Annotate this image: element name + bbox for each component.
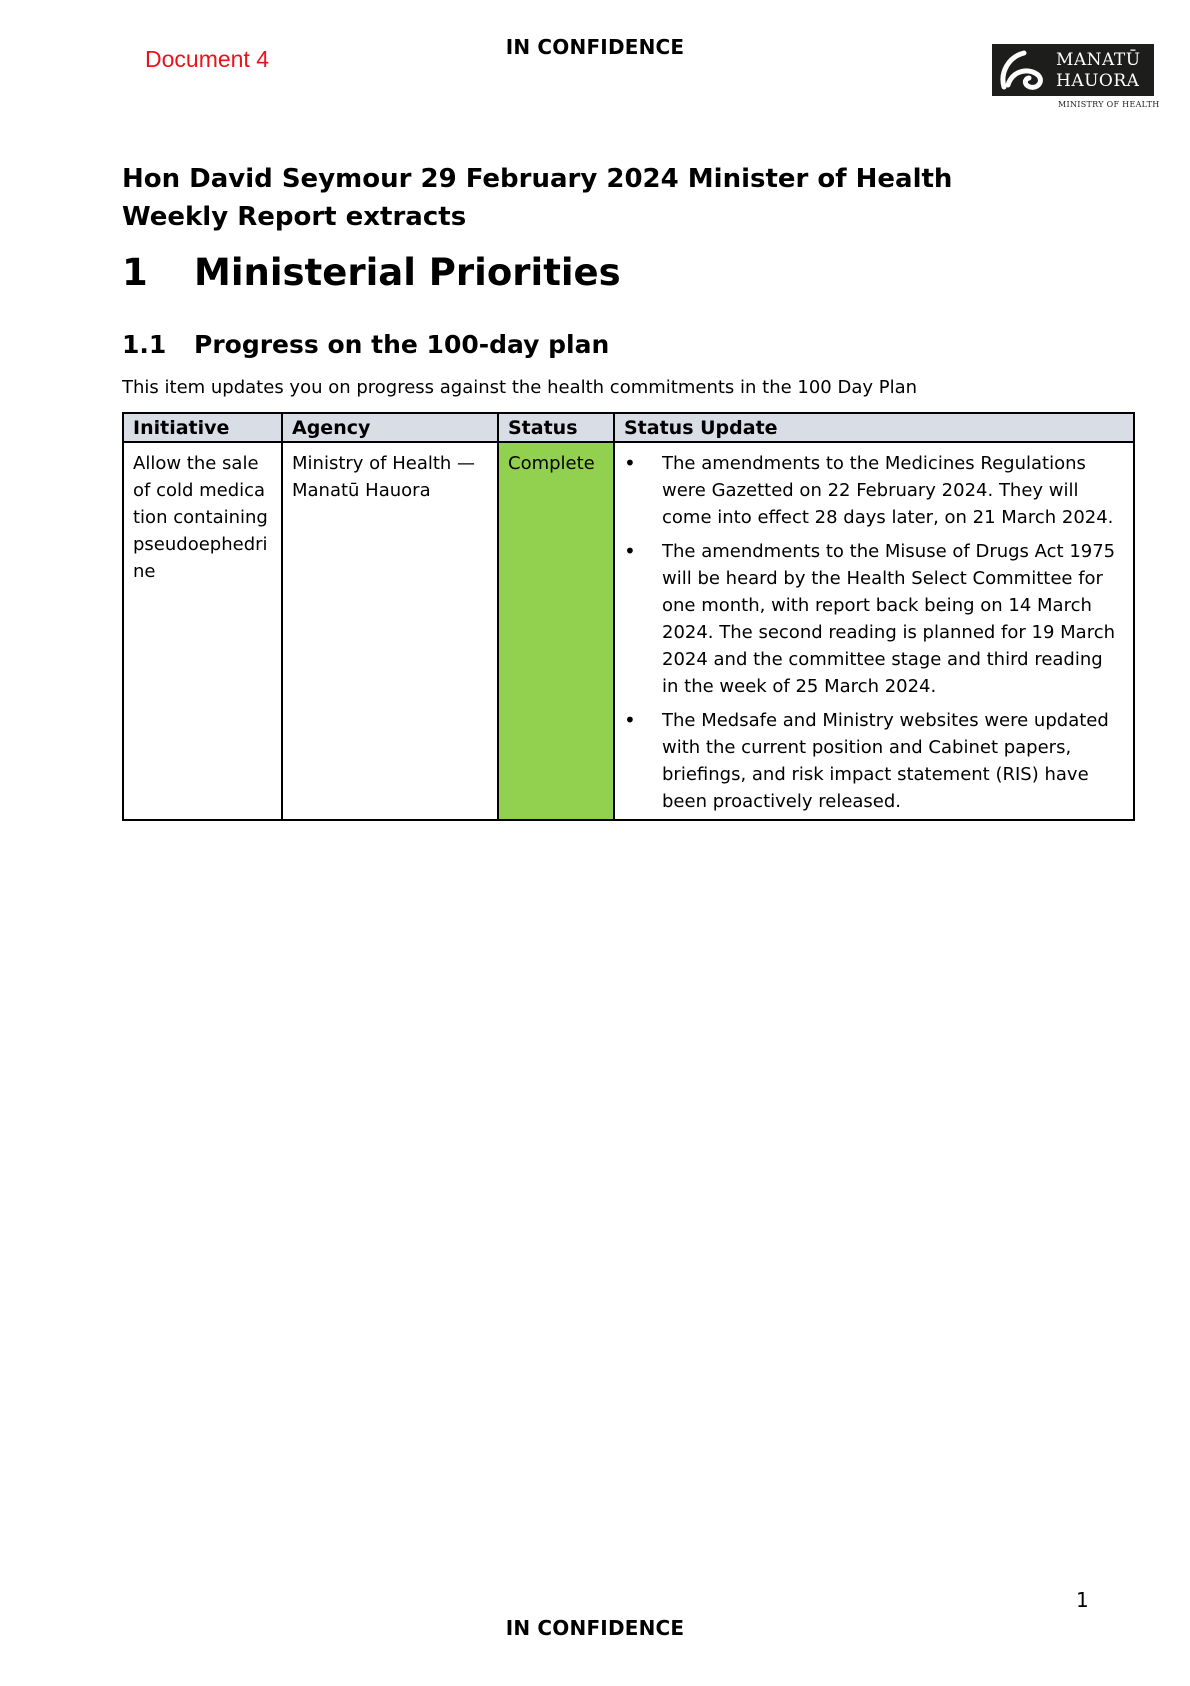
ministry-logo [992,44,1154,96]
page-number: 1 [1076,1588,1089,1612]
intro-paragraph: This item updates you on progress against the health commitments in the 100 Day Plan [122,377,918,398]
logo-line-1: MANATŪ [1056,50,1141,70]
document-label: Document 4 [145,46,270,72]
list-item: • The amendments to the Medicines Regulations were Gazetted on 22 February 2024. They will come into effect 28 days later, on 21 March 2024. [624,450,1124,531]
header-status: Status [498,413,614,442]
report-title: Hon David Seymour 29 February 2024 Minister of Health Weekly Report extracts [122,164,953,232]
table-row [123,442,1134,820]
list-item: • The Medsafe and Ministry websites were updated with the current position and Cabinet papers, briefings, and risk impact statement (RIS) have been proactively released. [624,707,1124,815]
progress-table [122,412,1135,821]
status-update-cell [614,442,1134,820]
status-cell: Complete [498,442,614,820]
header-initiative: Initiative [123,413,282,442]
koru-logo-icon [998,49,1046,91]
agency-cell: Ministry of Health — Manatū Hauora [282,442,498,820]
subsection-number: 1.1 [122,330,167,359]
initiative-cell: Allow the sale of cold medication containing pseudoephedrine [123,442,282,820]
section-title: Ministerial Priorities [194,251,621,294]
list-item: • The amendments to the Misuse of Drugs Act 1975 will be heard by the Health Select Committee for one month, with report back being on 14 March 2024. The second reading is planned for 19 March 2024 and the committee stage and third reading in the week of 25 March 2024. [624,538,1124,700]
logo-subtitle: MINISTRY OF HEALTH [1058,100,1160,109]
section-number: 1 [122,251,148,294]
header-status-update: Status Update [614,413,1134,442]
confidentiality-footer: IN CONFIDENCE [505,1616,685,1640]
logo-line-2: HAUORA [1056,71,1140,91]
subsection-title: Progress on the 100-day plan [194,330,610,359]
logo-wordmark [1056,50,1141,92]
status-update-list [624,450,1124,815]
header-agency: Agency [282,413,498,442]
section-heading [122,250,621,296]
table-header-row [123,413,1134,442]
subsection-heading [122,328,609,362]
confidentiality-header: IN CONFIDENCE [505,35,685,59]
